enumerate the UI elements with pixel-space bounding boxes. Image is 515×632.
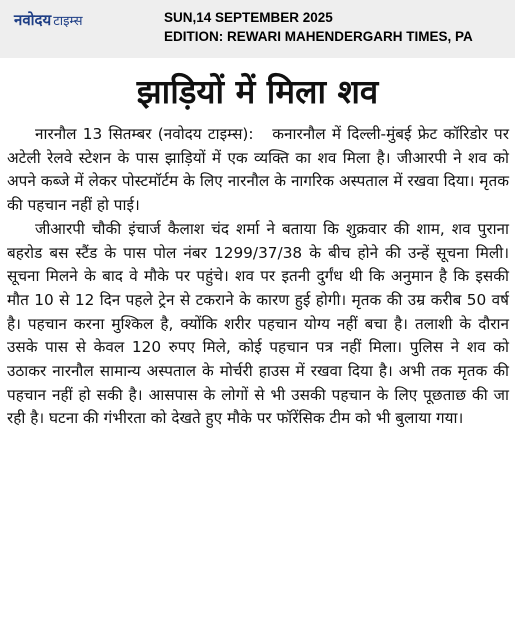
publication-date: SUN,14 SEPTEMBER 2025 xyxy=(164,10,333,25)
article-headline: झाड़ियों में मिला शव xyxy=(136,72,379,111)
article-paragraph-2: जीआरपी चौकी इंचार्ज कैलाश चंद शर्मा ने बताया कि शुक्रवार की शाम, शव पुराना बहरोड बस स्टैंड के पास पोल नंबर 1299/37/38 के बीच होने की उन्हें सूचना मिली। सूचना मिलने के बाद वे मौके पर पहुंचे। शव पर इतनी दुर्गंध थी कि अनुमान है कि इसकी मौत 10 से 12 दिन पहले ट्रेन से टकराने के कारण हुई होगी। मृतक की उम्र करीब 50 वर्ष है। पहचान करना मुश्किल है, क्योंकि शरीर पहचान योग्य नहीं बचा है। तलाशी के दौरान उसके पास से केवल 120 रुपए मिले, कोई पहचान पत्र नहीं मिला। पुलिस ने शव को उठाकर नारनौल सामान्य अस्पताल के मोर्चरी हाउस में रखवा दिया है। अभी तक मृतक की पहचान नहीं हो सकी है। आसपास के लोगों से भी उसकी पहचान के लिए पूछताछ की जा रही है। घटना की गंभीरता को देखते हुए मौके पर फॉरेंसिक टीम को भी बुलाया गया। xyxy=(7,219,509,428)
logo-sub-text: टाइम्स xyxy=(53,14,83,29)
logo-main-text: नवोदय xyxy=(14,11,52,29)
edition-name: EDITION: REWARI MAHENDERGARH TIMES, PA xyxy=(164,29,473,44)
article-paragraph-1 xyxy=(7,123,509,218)
edition-info xyxy=(164,8,473,46)
masthead xyxy=(0,0,515,58)
paragraph-1-text: कनारनौल में दिल्ली-मुंबई फ्रेट कॉरिडोर पर अटेली रेलवे स्टेशन के पास झाड़ियों में एक व्यक्ति का शव मिला है। जीआरपी ने शव को अपने कब्जे में लेकर पोस्टमॉर्टम के लिए नारनौल के नागरिक अस्पताल में रखवा दिया। मृतक की पहचान नहीं हो पाई। xyxy=(7,125,509,215)
article-body xyxy=(7,123,509,431)
newspaper-logo[interactable] xyxy=(14,10,83,30)
article-dateline: नारनौल 13 सितम्बर (नवोदय टाइम्स): xyxy=(35,125,254,143)
